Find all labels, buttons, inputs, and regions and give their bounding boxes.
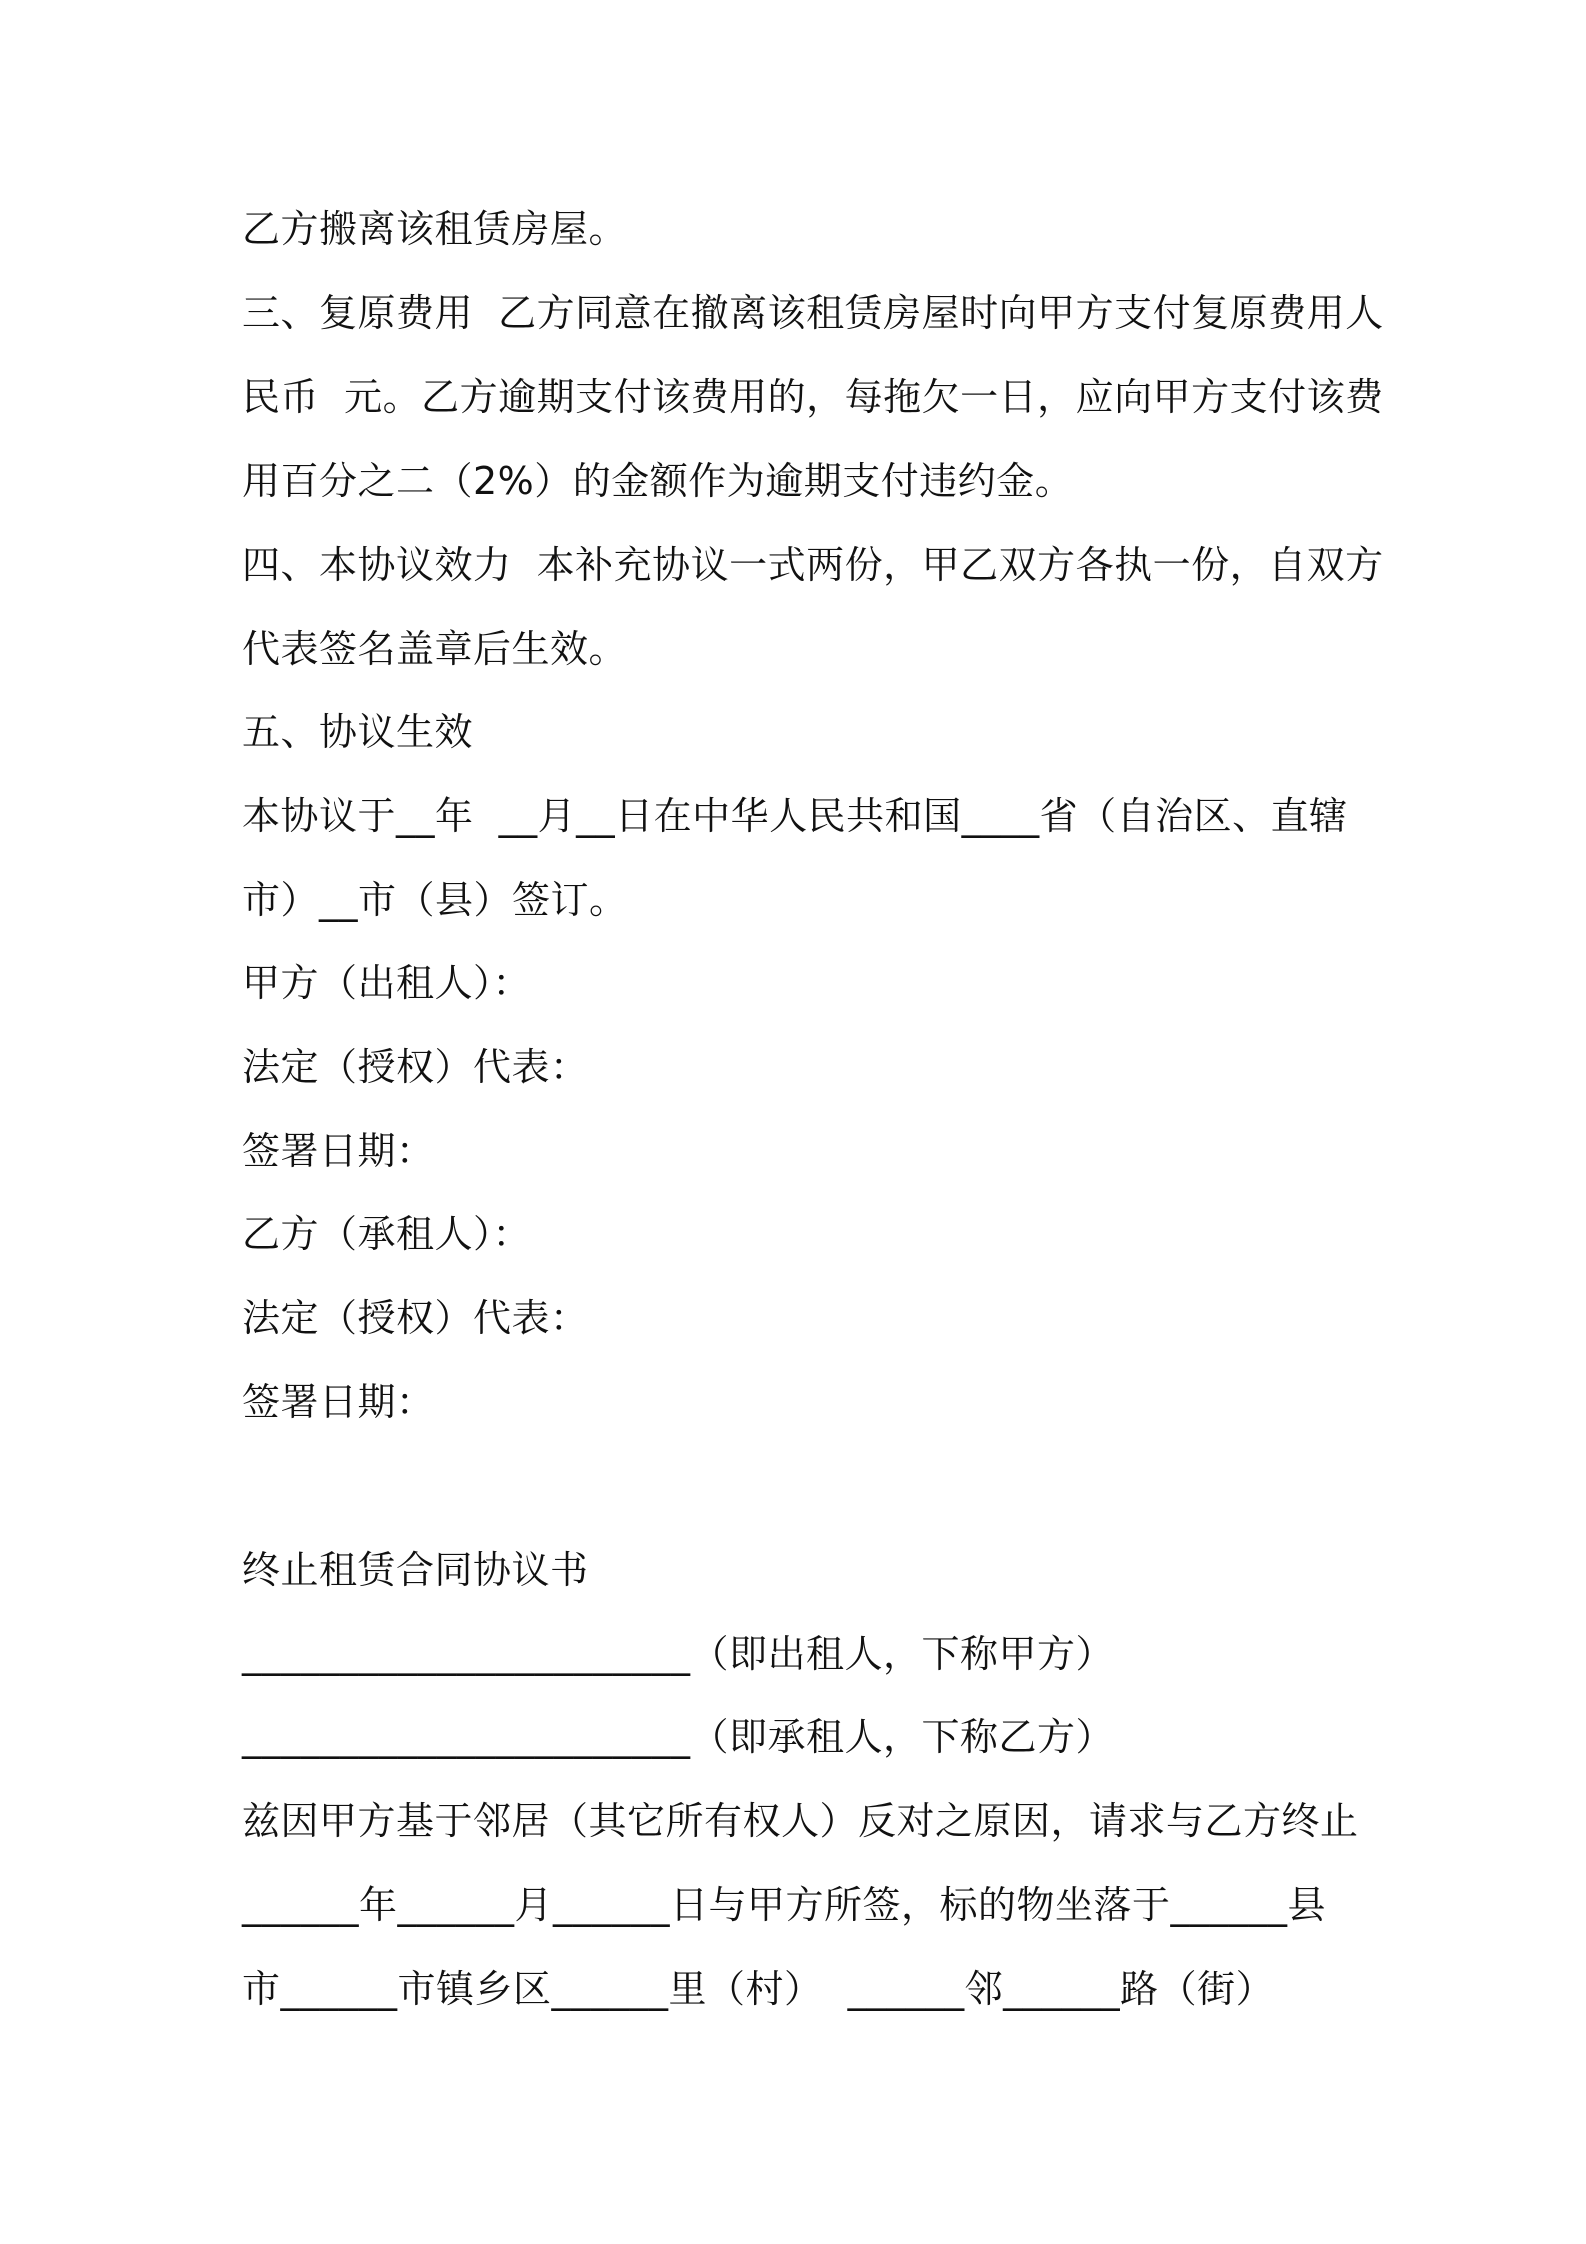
paragraph-line: 四、本协议效力 本补充协议一式两份，甲乙双方各执一份，自双方	[242, 543, 1384, 587]
paragraph-line: 兹因甲方基于邻居（其它所有权人）反对之原因，请求与乙方终止	[242, 1799, 1359, 1843]
paragraph-line: 市）__市（县）签订。	[242, 878, 628, 922]
document-title: 终止租赁合同协议书	[242, 1548, 589, 1592]
party-b-representative-label: 法定（授权）代表：	[242, 1296, 589, 1340]
paragraph-line: 民币 元。乙方逾期支付该费用的，每拖欠一日，应向甲方支付该费	[242, 375, 1384, 419]
paragraph-line: 市______市镇乡区______里（村） ______邻______路（街）	[242, 1967, 1275, 2011]
paragraph-line: 乙方搬离该租赁房屋。	[242, 207, 628, 251]
section-heading: 五、协议生效	[242, 710, 474, 754]
paragraph-line: 三、复原费用 乙方同意在撤离该租赁房屋时向甲方支付复原费用人	[242, 291, 1384, 335]
lessee-blank-line: _______________________（即承租人，下称乙方）	[242, 1715, 1115, 1759]
party-a-representative-label: 法定（授权）代表：	[242, 1045, 589, 1089]
party-a-label: 甲方（出租人）：	[242, 961, 532, 1005]
party-a-sign-date-label: 签署日期：	[242, 1129, 435, 1173]
paragraph-line: ______年______月______日与甲方所签，标的物坐落于______县	[242, 1883, 1327, 1927]
paragraph-line: 代表签名盖章后生效。	[242, 627, 628, 671]
party-b-label: 乙方（承租人）：	[242, 1212, 532, 1256]
paragraph-line: 用百分之二（2%）的金额作为逾期支付违约金。	[242, 459, 1074, 503]
paragraph-line: 本协议于__年 __月__日在中华人民共和国____省（自治区、直辖	[242, 794, 1348, 838]
party-b-sign-date-label: 签署日期：	[242, 1380, 435, 1424]
lessor-blank-line: _______________________（即出租人，下称甲方）	[242, 1632, 1115, 1676]
